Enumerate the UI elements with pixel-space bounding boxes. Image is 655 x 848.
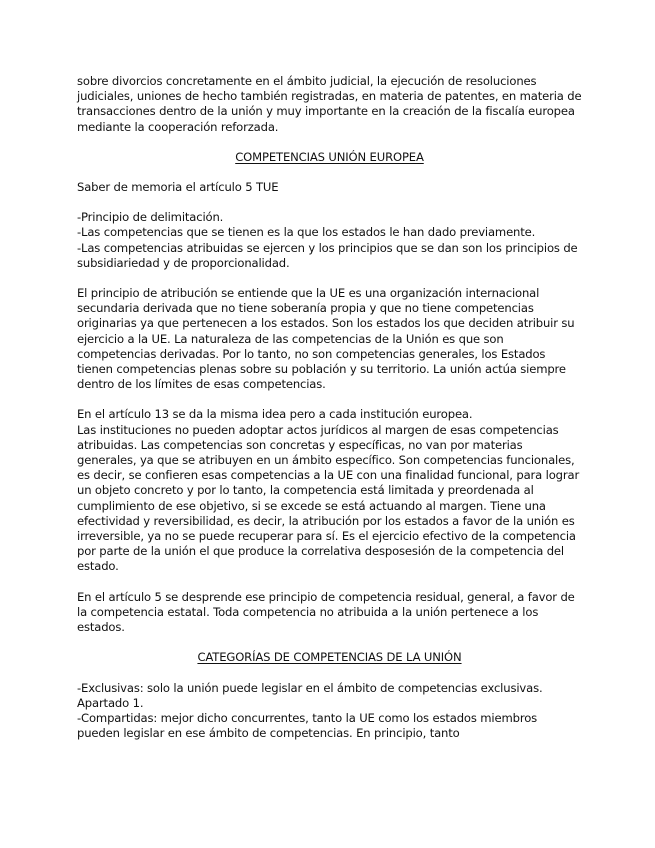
intro-paragraph: sobre divorcios concretamente en el ámbito judicial, la ejecución de resoluciones judiciales, uniones de hecho también registradas, en materia de patentes, en materia de transacciones dentro de la unión y muy importante en la creación de la fiscalía europea mediante la cooperación reforzada. [77, 74, 582, 134]
spacer [77, 271, 582, 286]
spacer [77, 666, 582, 681]
category-item: -Exclusivas: solo la unión puede legislar en el ámbito de competencias exclusivas. Apartado 1. [77, 680, 543, 710]
spacer [77, 135, 582, 150]
principle-item: -Las competencias atribuidas se ejercen y los principios que se dan son los principios de subsidiariedad y de proporcionalidad. [77, 240, 578, 270]
category-item: -Compartidas: mejor dicho concurrentes, tanto la UE como los estados miembros pueden legislar en ese ámbito de competencias. En principio, tanto [77, 710, 538, 741]
principle-item: -Las competencias que se tienen es la que los estados le han dado previamente. [77, 225, 536, 240]
spacer [77, 195, 582, 210]
spacer [77, 635, 582, 650]
section-heading-categorias: CATEGORÍAS DE COMPETENCIAS DE LA UNIÓN [197, 650, 462, 665]
principle-item: -Principio de delimitación. [77, 210, 224, 225]
spacer [77, 392, 582, 407]
article13-line: En el artículo 13 se da la misma idea pero a cada institución europea. [77, 407, 473, 422]
spacer [77, 575, 582, 590]
institutions-paragraph: Las instituciones no pueden adoptar actos jurídicos al margen de esas competencias atribuidas. Las competencias son concretas y específicas, no van por materias generales, ya que se atribuyen en un ámbito específico. Son competencias funcionales, es decir, se confieren esas competencias a la UE con una finalidad funcional, para lograr un objeto concreto y por lo tanto, la competencia está limitada y preordenada al cumplimiento de ese objetivo, si se excede se está actuando al margen. Tiene una efectividad y reversibilidad, es decir, la atribución por los estados a favor de la unión es irreversible, ya no se puede recuperar para sí. Es el ejercicio efectivo de la competencia por parte de la unión el que produce la correlativa desposesión de la competencia del estado. [77, 422, 580, 574]
document-page [77, 74, 582, 741]
spacer [77, 165, 582, 180]
memorize-note: Saber de memoria el artículo 5 TUE [77, 180, 279, 195]
article5-paragraph: En el artículo 5 se desprende ese principio de competencia residual, general, a favor de la competencia estatal. Toda competencia no atribuida a la unión pertenece a los estados. [77, 589, 575, 635]
section-heading-competencias: COMPETENCIAS UNIÓN EUROPEA [235, 149, 424, 164]
attribution-paragraph: El principio de atribución se entiende que la UE es una organización internacional secundaria derivada que no tiene soberanía propia y que no tiene competencias originarias ya que pertenecen a los estados. Son los estados los que deciden atribuir su ejercicio a la UE. La naturaleza de las competencias de la Unión es que son competencias derivadas. Por lo tanto, no son competencias generales, los Estados tienen competencias plenas sobre su población y su territorio. La unión actúa siempre dentro de los límites de esas competencias. [77, 286, 575, 392]
